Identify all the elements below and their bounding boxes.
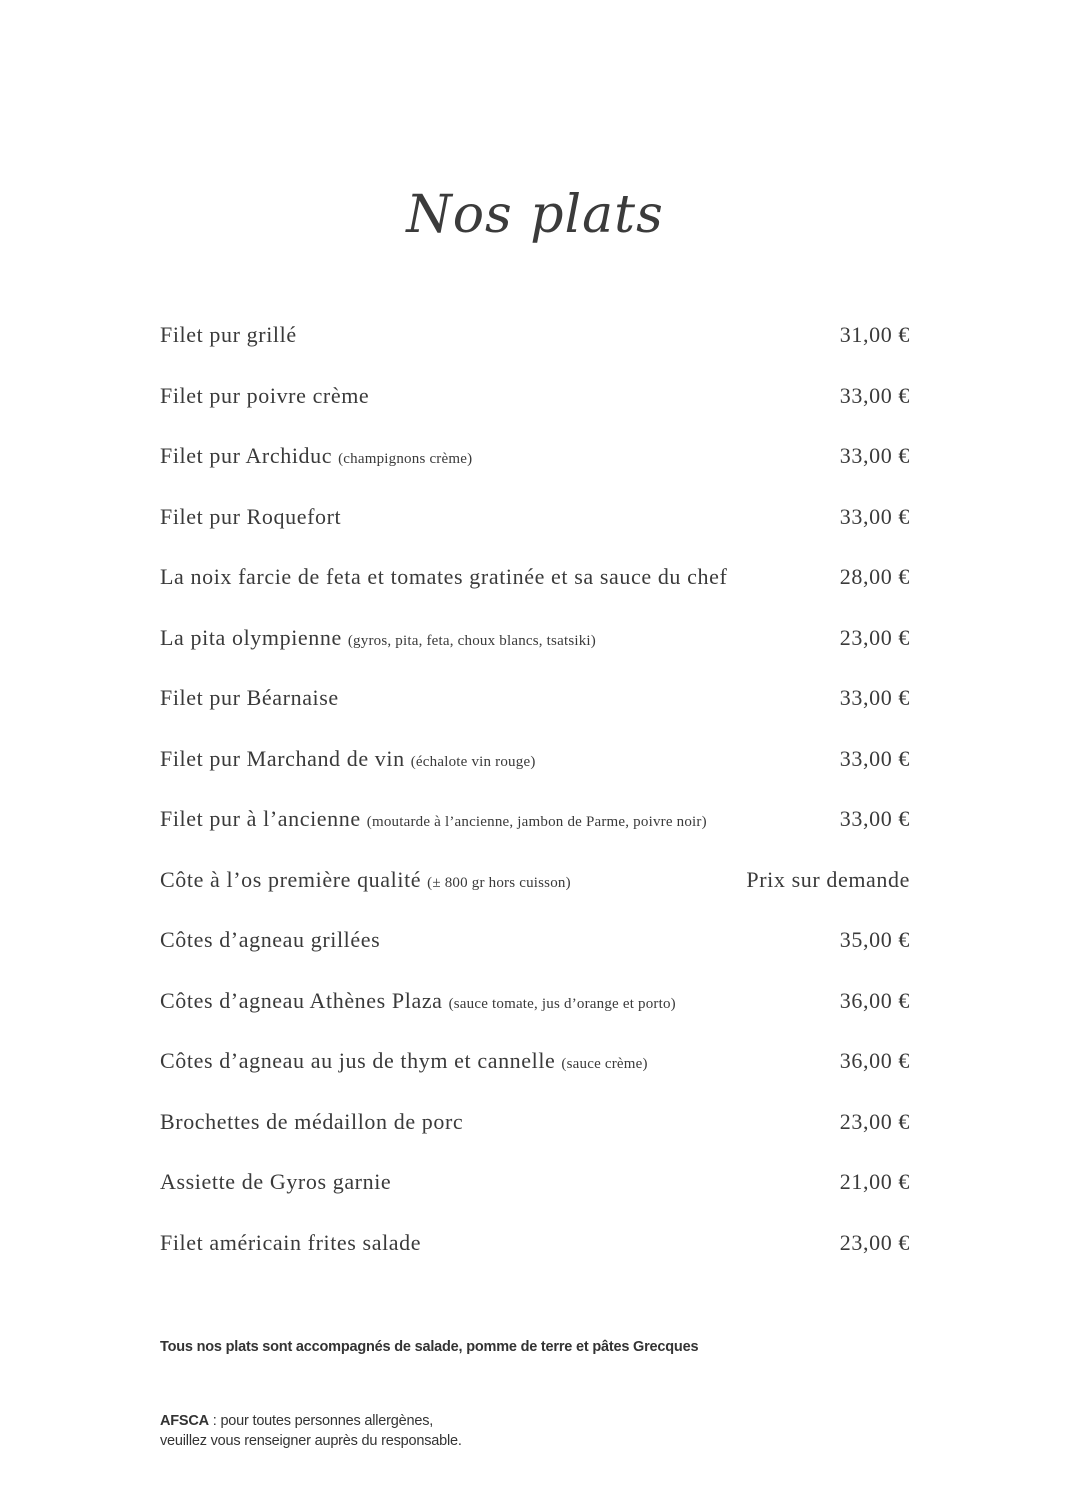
item-price: 36,00 €: [839, 987, 910, 1013]
item-price: 33,00 €: [839, 443, 910, 468]
afsca-label: AFSCA: [160, 1413, 209, 1429]
item-name: Filet pur grillé: [160, 322, 297, 347]
item-price: 23,00 €: [839, 624, 910, 650]
item-price: 33,00 €: [839, 745, 910, 771]
menu-item: [160, 383, 910, 444]
menu-item: [160, 1048, 910, 1109]
afsca-line2: veuillez vous renseigner auprès du responsable.: [160, 1433, 462, 1449]
item-name: Filet pur Béarnaise: [160, 685, 339, 710]
item-name: Assiette de Gyros garnie: [160, 1169, 392, 1194]
accompaniment-note: Tous nos plats sont accompagnés de salade, pomme de terre et pâtes Grecques: [160, 1339, 699, 1355]
item-detail: (sauce crème): [561, 1056, 648, 1072]
menu-item: [160, 746, 910, 807]
item-name: Filet pur Roquefort: [160, 503, 342, 529]
item-price: 21,00 €: [839, 1169, 910, 1194]
item-name: Côtes d’agneau Athènes Plaza: [160, 987, 443, 1013]
menu-item: [160, 1230, 910, 1291]
menu-item: [160, 685, 910, 746]
item-name: Côte à l’os première qualité: [160, 866, 422, 892]
item-name: Filet pur poivre crème: [160, 382, 370, 408]
item-detail: (± 800 gr hors cuisson): [427, 874, 571, 891]
afsca-line1: : pour toutes personnes allergènes,: [208, 1413, 434, 1429]
item-price: 33,00 €: [839, 685, 910, 710]
item-price: 28,00 €: [839, 564, 910, 589]
menu-item: [160, 867, 910, 928]
item-name: Filet pur Archiduc: [160, 443, 333, 468]
menu-item: [160, 1109, 910, 1170]
item-name: Filet américain frites salade: [160, 1229, 422, 1255]
allergen-notice: [160, 1411, 462, 1451]
menu-item: [160, 564, 910, 625]
item-price: 36,00 €: [839, 1048, 910, 1073]
item-price: 23,00 €: [839, 1229, 910, 1255]
menu-item: [160, 625, 910, 686]
item-name: Brochettes de médaillon de porc: [160, 1108, 464, 1134]
item-price: 33,00 €: [839, 382, 910, 408]
item-detail: (champignons crème): [338, 451, 473, 467]
page-title: Nos plats: [406, 185, 664, 245]
menu-item: [160, 1169, 910, 1230]
menu-item: [160, 443, 910, 504]
item-price: 31,00 €: [839, 322, 910, 347]
item-price: 35,00 €: [839, 927, 910, 952]
item-detail: (sauce tomate, jus d’orange et porto): [448, 995, 676, 1012]
item-name: Côtes d’agneau grillées: [160, 927, 381, 952]
item-name: La noix farcie de feta et tomates gratinée et sa sauce du chef: [160, 564, 728, 589]
menu-item: [160, 504, 910, 565]
item-name: Filet pur à l’ancienne: [160, 806, 361, 831]
item-name: Filet pur Marchand de vin: [160, 745, 405, 771]
menu-item: [160, 322, 910, 383]
menu-list: [160, 322, 910, 1290]
item-name: La pita olympienne: [160, 624, 342, 650]
item-detail: (échalote vin rouge): [410, 753, 536, 770]
item-price: Prix sur demande: [746, 866, 910, 892]
item-detail: (gyros, pita, feta, choux blancs, tsatsiki): [347, 632, 596, 649]
item-name: Côtes d’agneau au jus de thym et cannelle: [160, 1048, 556, 1073]
item-price: 33,00 €: [839, 503, 910, 529]
item-detail: (moutarde à l’ancienne, jambon de Parme, poivre noir): [366, 814, 707, 830]
menu-item: [160, 988, 910, 1049]
item-price: 23,00 €: [839, 1108, 910, 1134]
menu-item: [160, 927, 910, 988]
item-price: 33,00 €: [839, 806, 910, 831]
menu-item: [160, 806, 910, 867]
